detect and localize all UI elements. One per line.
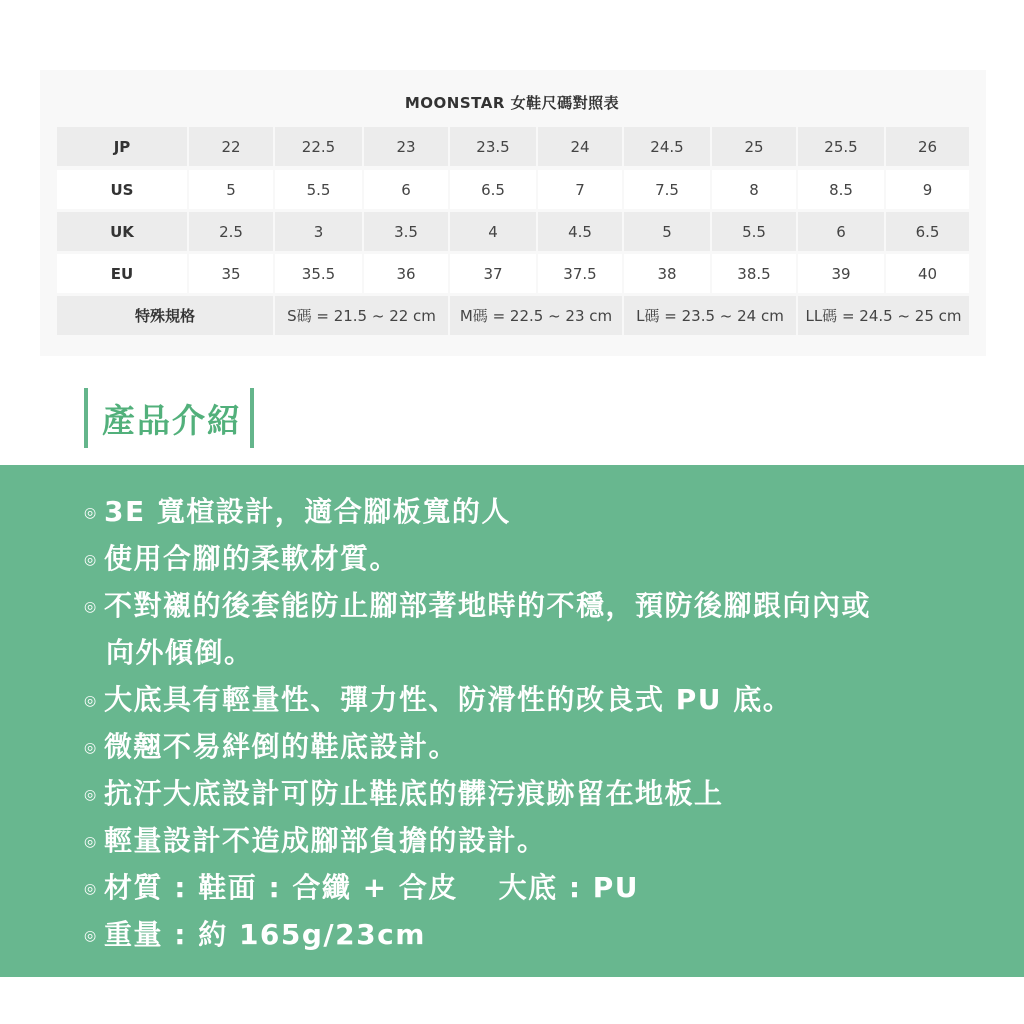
bullet-icon: ◎ [84,880,98,897]
size-cell: 4.5 [538,212,622,251]
bullet-icon: ◎ [84,739,98,756]
bullet-icon: ◎ [84,551,98,568]
size-cell: 6.5 [886,212,969,251]
special-size-label: 特殊規格 [57,296,273,335]
size-cell: 22 [189,127,273,166]
size-cell: 5 [189,170,273,209]
size-cell: 6.5 [450,170,536,209]
size-cell: 22.5 [275,127,362,166]
size-cell: 23.5 [450,127,536,166]
special-size-cell: M碼 = 22.5 ~ 23 cm [450,296,622,335]
special-size-cell: LL碼 = 24.5 ~ 25 cm [798,296,969,335]
bullet-icon: ◎ [84,927,98,944]
size-cell: 25.5 [798,127,884,166]
size-cell: 3 [275,212,362,251]
size-chart-title: MOONSTAR 女鞋尺碼對照表 [404,94,620,112]
feature-item [84,488,1004,537]
size-cell: 40 [886,254,969,293]
feature-item [84,582,1004,631]
size-cell: 2.5 [189,212,273,251]
size-cell: 5.5 [712,212,796,251]
row-label-eu: EU [57,254,187,293]
feature-text: 微翹不易絆倒的鞋底設計。 [104,730,459,763]
special-size-cell: L碼 = 23.5 ~ 24 cm [624,296,796,335]
bullet-icon: ◎ [84,598,98,615]
bullet-icon: ◎ [84,504,98,521]
feature-text: 3E 寬楦設計，適合腳板寬的人 [104,495,511,528]
size-cell: 6 [798,212,884,251]
size-cell: 36 [364,254,448,293]
feature-text: 抗汙大底設計可防止鞋底的髒污痕跡留在地板上 [104,777,724,810]
section-heading-text: 產品介紹 [102,400,242,440]
feature-item [84,535,1004,584]
size-cell: 35.5 [275,254,362,293]
feature-text: 向外傾倒。 [106,636,254,669]
feature-text: 重量 : 約 165g/23cm [104,918,426,951]
size-cell: 24.5 [624,127,710,166]
bullet-icon: ◎ [84,833,98,850]
size-cell: 35 [189,254,273,293]
special-size-cell: S碼 = 21.5 ~ 22 cm [275,296,448,335]
size-cell: 5.5 [275,170,362,209]
row-label-uk: UK [57,212,187,251]
bullet-icon: ◎ [84,786,98,803]
size-cell: 26 [886,127,969,166]
feature-item [84,770,1004,819]
size-cell: 7.5 [624,170,710,209]
bullet-icon: ◎ [84,692,98,709]
size-cell: 8.5 [798,170,884,209]
size-cell: 24 [538,127,622,166]
row-label-us: US [57,170,187,209]
feature-list [0,465,1024,977]
size-cell: 3.5 [364,212,448,251]
size-cell: 25 [712,127,796,166]
feature-item [84,723,1004,772]
size-cell: 4 [450,212,536,251]
size-cell: 38.5 [712,254,796,293]
feature-text: 大底具有輕量性、彈力性、防滑性的改良式 PU 底。 [104,683,793,716]
feature-item [84,817,1004,866]
size-cell: 23 [364,127,448,166]
feature-text: 輕量設計不造成腳部負擔的設計。 [104,824,547,857]
size-cell: 38 [624,254,710,293]
size-cell: 7 [538,170,622,209]
size-cell: 8 [712,170,796,209]
size-cell: 37.5 [538,254,622,293]
size-cell: 9 [886,170,969,209]
size-cell: 37 [450,254,536,293]
feature-text: 使用合腳的柔軟材質。 [104,542,400,575]
size-cell: 6 [364,170,448,209]
feature-text: 不對襯的後套能防止腳部著地時的不穩，預防後腳跟向內或 [104,589,872,622]
feature-item [84,629,1004,676]
feature-item [84,864,1004,913]
size-cell: 39 [798,254,884,293]
feature-item [84,911,1004,960]
feature-item [84,676,1004,725]
row-label-jp: JP [57,127,187,166]
section-heading [84,388,254,448]
size-cell: 5 [624,212,710,251]
feature-text: 材質 : 鞋面 : 合纖 + 合皮 大底 : PU [104,871,640,904]
